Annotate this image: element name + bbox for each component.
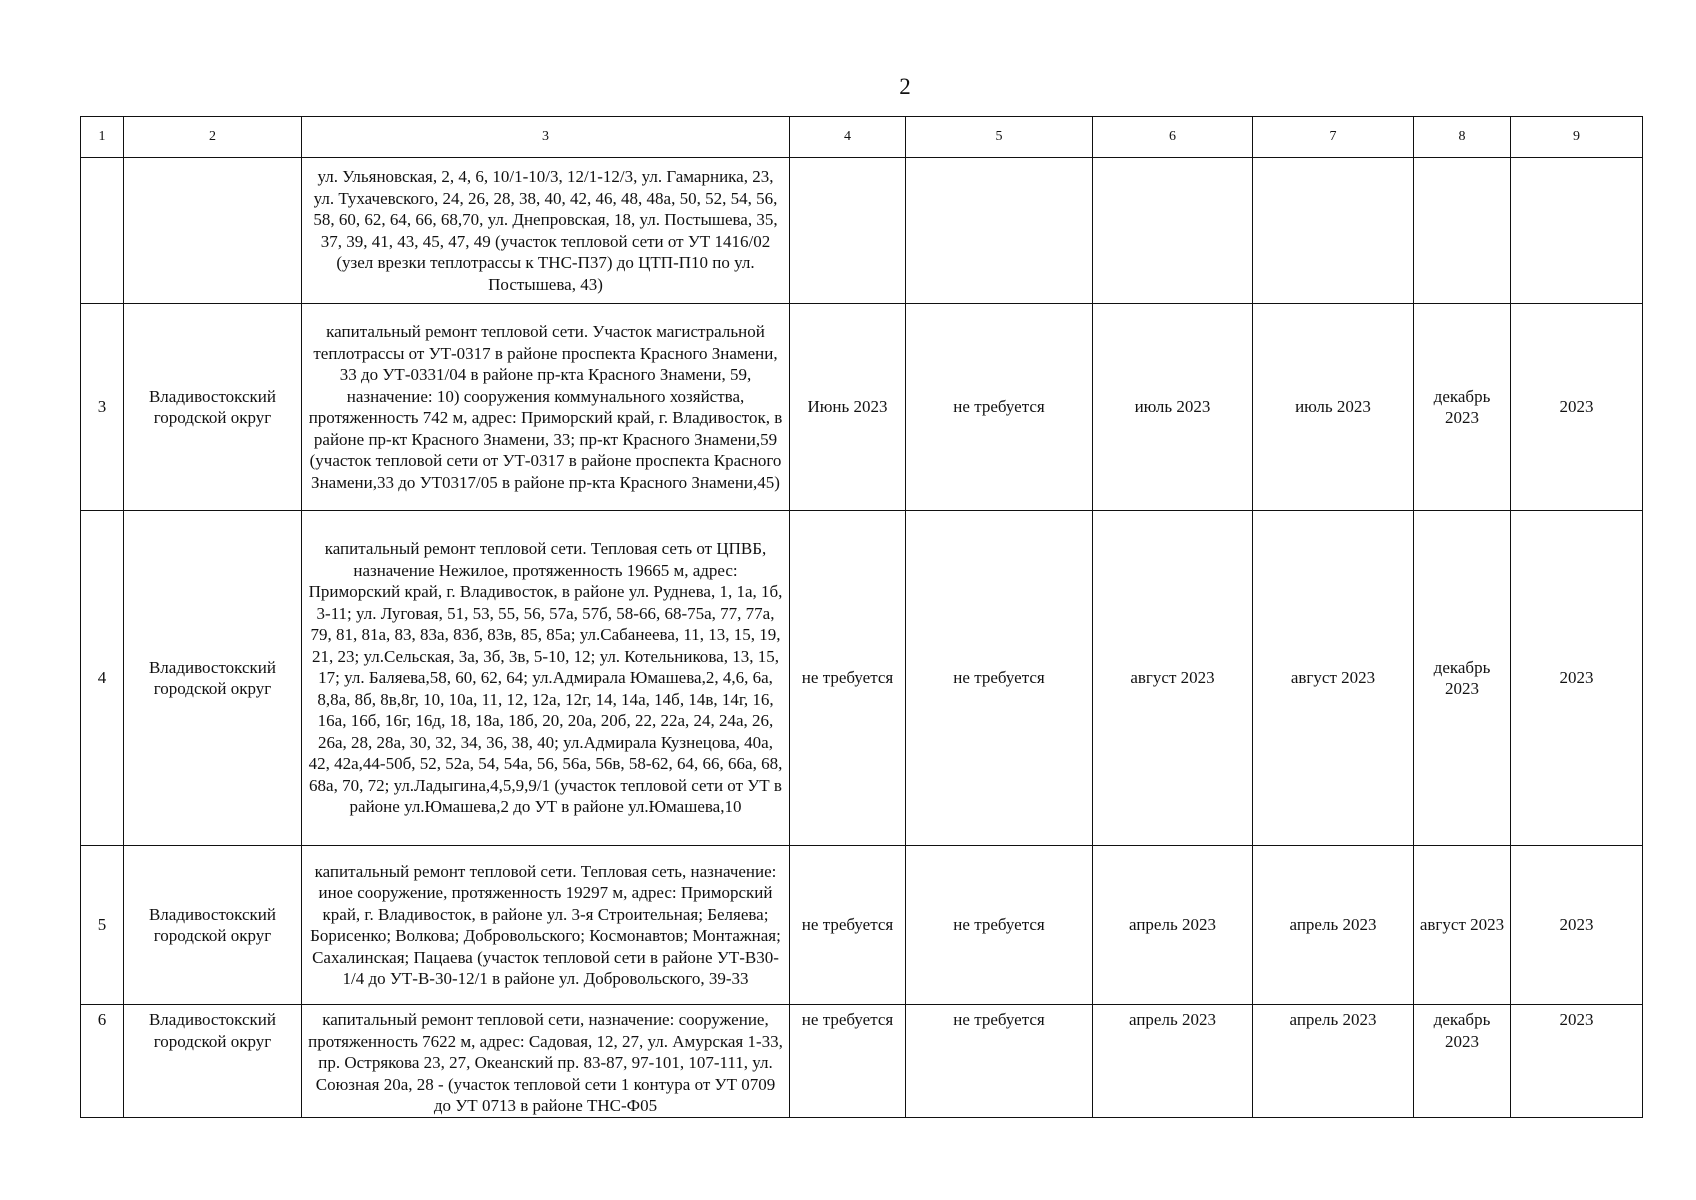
col5-cell: не требуется — [906, 511, 1093, 846]
col8-cell: август 2023 — [1414, 846, 1511, 1005]
row-number-cell: 5 — [81, 846, 124, 1005]
table-row — [81, 511, 1643, 846]
col9-cell: 2023 — [1511, 304, 1643, 511]
description-cell: ул. Ульяновская, 2, 4, 6, 10/1-10/3, 12/1-12/3, ул. Гамарника, 23, ул. Тухачевского, 24, 26, 28, 38, 40, 42, 46, 48, 48а, 50, 52, 54, 56, 58, 60, 62, 64, 66, 68,70, ул. Днепровская, 18, ул. Постышева, 35, 37, 39, 41, 43, 45, 47, 49 (участок тепловой сети от УТ 1416/02 (узел врезки теплотрассы к ТНС-П37) до ЦТП-П10 по ул. Постышева, 43) — [302, 158, 790, 304]
col8-cell: декабрь 2023 — [1414, 1005, 1511, 1118]
col4-cell: Июнь 2023 — [790, 304, 906, 511]
col6-cell — [1093, 158, 1253, 304]
description-cell: капитальный ремонт тепловой сети. Тепловая сеть, назначение: иное сооружение, протяженность 19297 м, адрес: Приморский край, г. Владивосток, в районе ул. 3-я Строительная; Беляева; Борисенко; Волкова; Добровольского; Космонавтов; Монтажная; Сахалинская; Пацаева (участок тепловой сети в районе УТ-В30-1/4 до УТ-В-30-12/1 в районе ул. Добровольского, 39-33 — [302, 846, 790, 1005]
description-cell: капитальный ремонт тепловой сети. Тепловая сеть от ЦПВБ, назначение Нежилое, протяженность 19665 м, адрес: Приморский край, г. Владивосток, в районе ул. Руднева, 1, 1а, 1б, 3-11; ул. Луговая, 51, 53, 55, 56, 57а, 57б, 58-66, 68-75а, 77, 77а, 79, 81, 81а, 83, 83а, 83б, 83в, 85, 85а; ул.Сабанеева, 11, 13, 15, 19, 21, 23; ул.Сельская, 3а, 3б, 3в, 5-10, 12; ул. Котельникова, 13, 15, 17; ул. Баляева,58, 60, 62, 64; ул.Адмирала Юмашева,2, 4,6, 6а, 8,8а, 8б, 8в,8г, 10, 10а, 11, 12, 12а, 12г, 14, 14а, 14б, 14в, 14г, 16, 16а, 16б, 16г, 16д, 18, 18а, 18б, 20, 20а, 20б, 22, 22а, 24, 24а, 26, 26а, 28, 28а, 30, 32, 34, 36, 38, 40; ул.Адмирала Кузнецова, 40а, 42, 42а,44-50б, 52, 52а, 54, 54а, 56, 56а, 56в, 58-62, 64, 66, 66а, 68, 68а, 70, 72; ул.Ладыгина,4,5,9,9/1 (участок тепловой сети от УТ в районе ул.Юмашева,2 до УТ в районе ул.Юмашева,10 — [302, 511, 790, 846]
page-number: 2 — [899, 74, 911, 99]
col6-cell: апрель 2023 — [1093, 846, 1253, 1005]
col8-cell — [1414, 158, 1511, 304]
municipality-cell: Владивостокский городской округ — [124, 304, 302, 511]
col6-cell: апрель 2023 — [1093, 1005, 1253, 1118]
col5-cell: не требуется — [906, 304, 1093, 511]
column-header: 7 — [1253, 117, 1414, 158]
table-row — [81, 846, 1643, 1005]
column-header: 9 — [1511, 117, 1643, 158]
column-header: 3 — [302, 117, 790, 158]
col6-cell: июль 2023 — [1093, 304, 1253, 511]
col9-cell — [1511, 158, 1643, 304]
col7-cell: август 2023 — [1253, 511, 1414, 846]
col5-cell: не требуется — [906, 1005, 1093, 1118]
col5-cell — [906, 158, 1093, 304]
municipality-cell: Владивостокский городской округ — [124, 511, 302, 846]
col7-cell: апрель 2023 — [1253, 1005, 1414, 1118]
col9-cell: 2023 — [1511, 846, 1643, 1005]
municipality-cell: Владивостокский городской округ — [124, 846, 302, 1005]
col4-cell — [790, 158, 906, 304]
row-number-cell: 4 — [81, 511, 124, 846]
col7-cell: июль 2023 — [1253, 304, 1414, 511]
col5-cell: не требуется — [906, 846, 1093, 1005]
works-schedule-table — [80, 116, 1643, 1118]
col4-cell: не требуется — [790, 846, 906, 1005]
row-number-cell: 6 — [81, 1005, 124, 1118]
table-header-row — [81, 117, 1643, 158]
row-number-cell — [81, 158, 124, 304]
col7-cell — [1253, 158, 1414, 304]
municipality-cell — [124, 158, 302, 304]
col9-cell: 2023 — [1511, 511, 1643, 846]
col8-cell: декабрь 2023 — [1414, 304, 1511, 511]
col7-cell: апрель 2023 — [1253, 846, 1414, 1005]
col8-cell: декабрь 2023 — [1414, 511, 1511, 846]
column-header: 6 — [1093, 117, 1253, 158]
column-header: 5 — [906, 117, 1093, 158]
column-header: 2 — [124, 117, 302, 158]
description-cell: капитальный ремонт тепловой сети, назначение: сооружение, протяженность 7622 м, адрес: Садовая, 12, 27, ул. Амурская 1-33, пр. Острякова 23, 27, Океанский пр. 83-87, 97-101, 107-111, ул. Союзная 20а, 28 - (участок тепловой сети 1 контура от УТ 0709 до УТ 0713 в районе ТНС-Ф05 — [302, 1005, 790, 1118]
municipality-cell: Владивостокский городской округ — [124, 1005, 302, 1118]
table-row — [81, 304, 1643, 511]
table-row — [81, 1005, 1643, 1118]
column-header: 1 — [81, 117, 124, 158]
table-row — [81, 158, 1643, 304]
row-number-cell: 3 — [81, 304, 124, 511]
col4-cell: не требуется — [790, 1005, 906, 1118]
col4-cell: не требуется — [790, 511, 906, 846]
col6-cell: август 2023 — [1093, 511, 1253, 846]
column-header: 4 — [790, 117, 906, 158]
col9-cell: 2023 — [1511, 1005, 1643, 1118]
column-header: 8 — [1414, 117, 1511, 158]
description-cell: капитальный ремонт тепловой сети. Участок магистральной теплотрассы от УТ-0317 в районе проспекта Красного Знамени, 33 до УТ-0331/04 в районе пр-кта Красного Знамени, 59, назначение: 10) сооружения коммунального хозяйства, протяженность 742 м, адрес: Приморский край, г. Владивосток, в районе пр-кт Красного Знамени, 33; пр-кт Красного Знамени,59 (участок тепловой сети от УТ-0317 в районе проспекта Красного Знамени,33 до УТ0317/05 в районе пр-кта Красного Знамени,45) — [302, 304, 790, 511]
